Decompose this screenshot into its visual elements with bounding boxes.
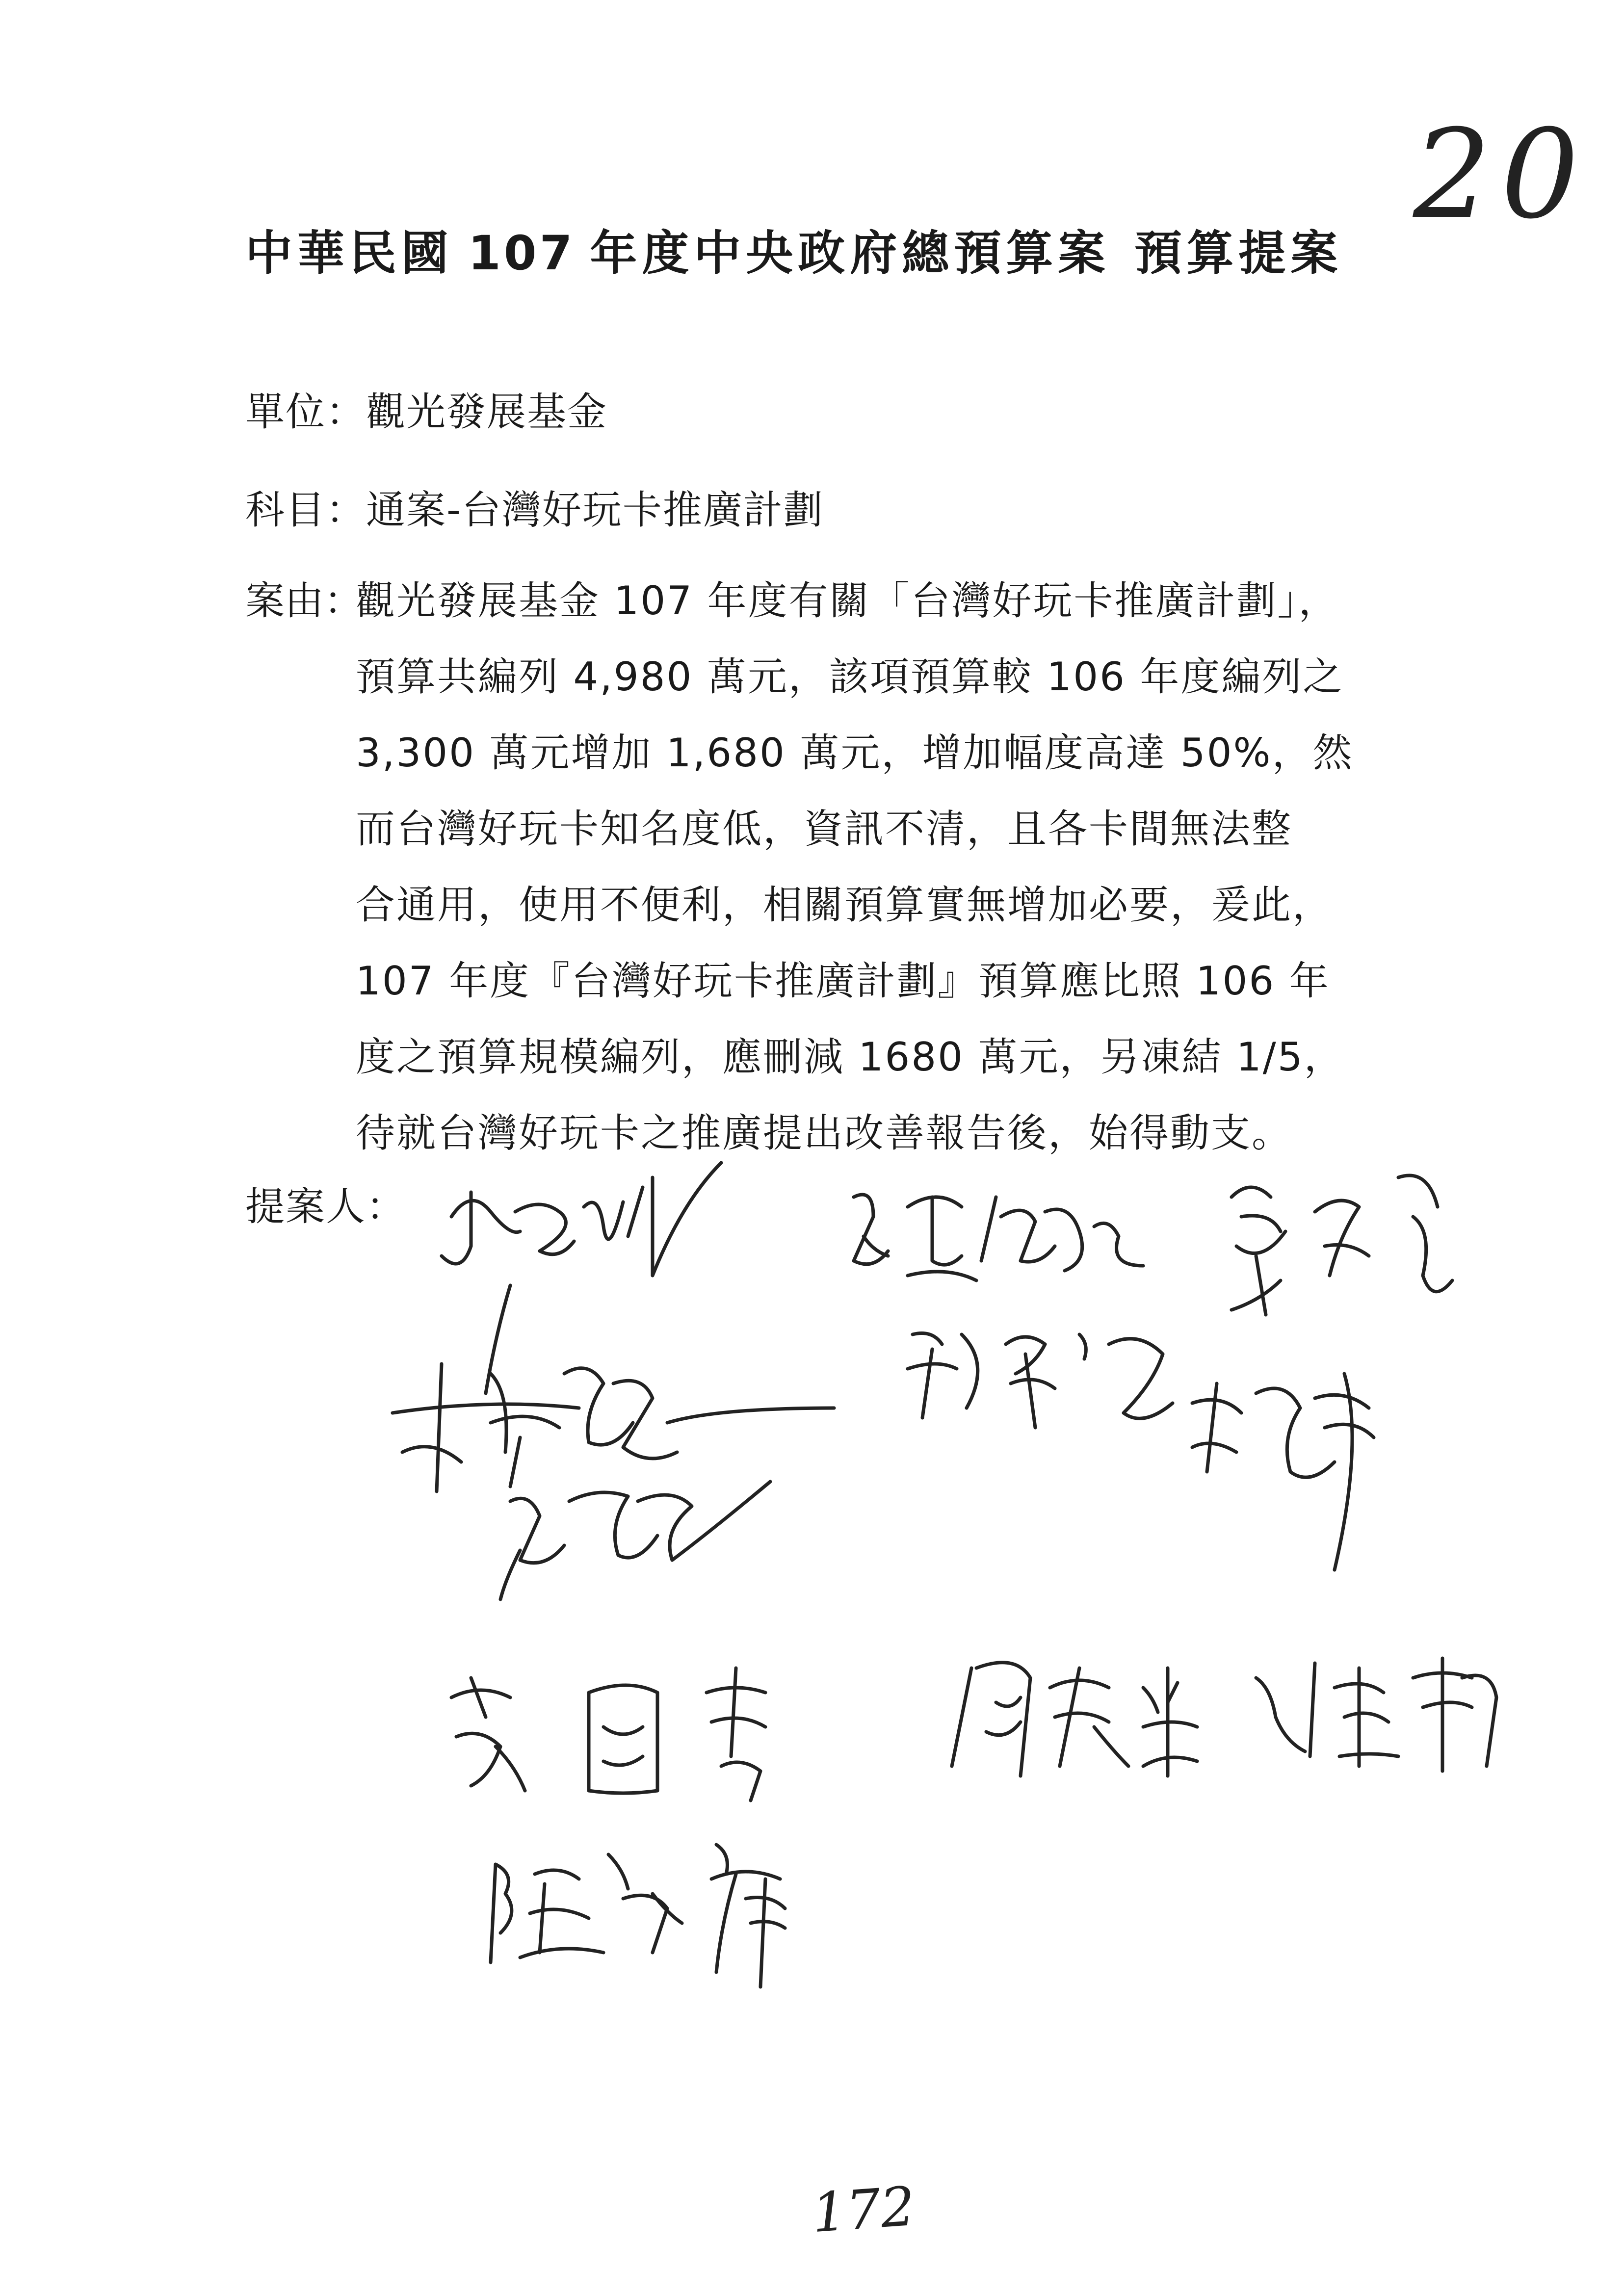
reason-label: 案由：: [245, 578, 363, 624]
reason-line: 預算共編列 4,980 萬元，該項預算較 106 年度編列之: [356, 654, 1344, 700]
title-part-2: 年度中央政府總預算案: [590, 226, 1110, 281]
reason-line: 107 年度『台灣好玩卡推廣計劃』預算應比照 106 年: [356, 958, 1330, 1004]
handwritten-signature-9: [952, 1663, 1197, 1776]
title-part-1: 中華民國: [245, 226, 453, 281]
unit-field: 單位：觀光發展基金: [245, 389, 607, 435]
proposer-label: 提案人：: [245, 1184, 406, 1229]
handwritten-page-number: 20: [1413, 103, 1589, 246]
subject-field: 科目：通案-台灣好玩卡推廣計劃: [245, 487, 824, 533]
reason-line: 而台灣好玩卡知名度低，資訊不清，且各卡間無法整: [356, 806, 1292, 852]
handwritten-signature-8: [451, 1668, 765, 1800]
handwritten-signature-7: [500, 1482, 770, 1599]
handwritten-signature-1: [442, 1163, 721, 1393]
handwritten-signature-10: [1256, 1658, 1496, 1771]
reason-line: 待就台灣好玩卡之推廣提出改善報告後，始得動支。: [356, 1110, 1292, 1156]
handwritten-signature-6: [1192, 1374, 1374, 1570]
title-year: 107: [468, 226, 576, 281]
handwritten-signature-2: [854, 1195, 1143, 1280]
handwritten-signature-3: [1231, 1175, 1452, 1315]
handwritten-signature-5: [908, 1333, 1173, 1428]
handwritten-signature-11: [491, 1845, 785, 1987]
reason-line: 觀光發展基金 107 年度有關「台灣好玩卡推廣計劃」，: [356, 578, 1339, 624]
reason-line: 度之預算規模編列，應刪減 1680 萬元，另凍結 1/5，: [356, 1034, 1345, 1080]
handwritten-signature-4: [393, 1364, 834, 1491]
reason-line: 合通用，使用不便利，相關預算實無增加必要，爰此，: [356, 882, 1333, 928]
reason-line: 3,300 萬元增加 1,680 萬元，增加幅度高達 50%，然: [356, 730, 1354, 776]
handwritten-footer-number: 172: [810, 2174, 917, 2245]
title-part-3: 預算提案: [1134, 226, 1343, 281]
